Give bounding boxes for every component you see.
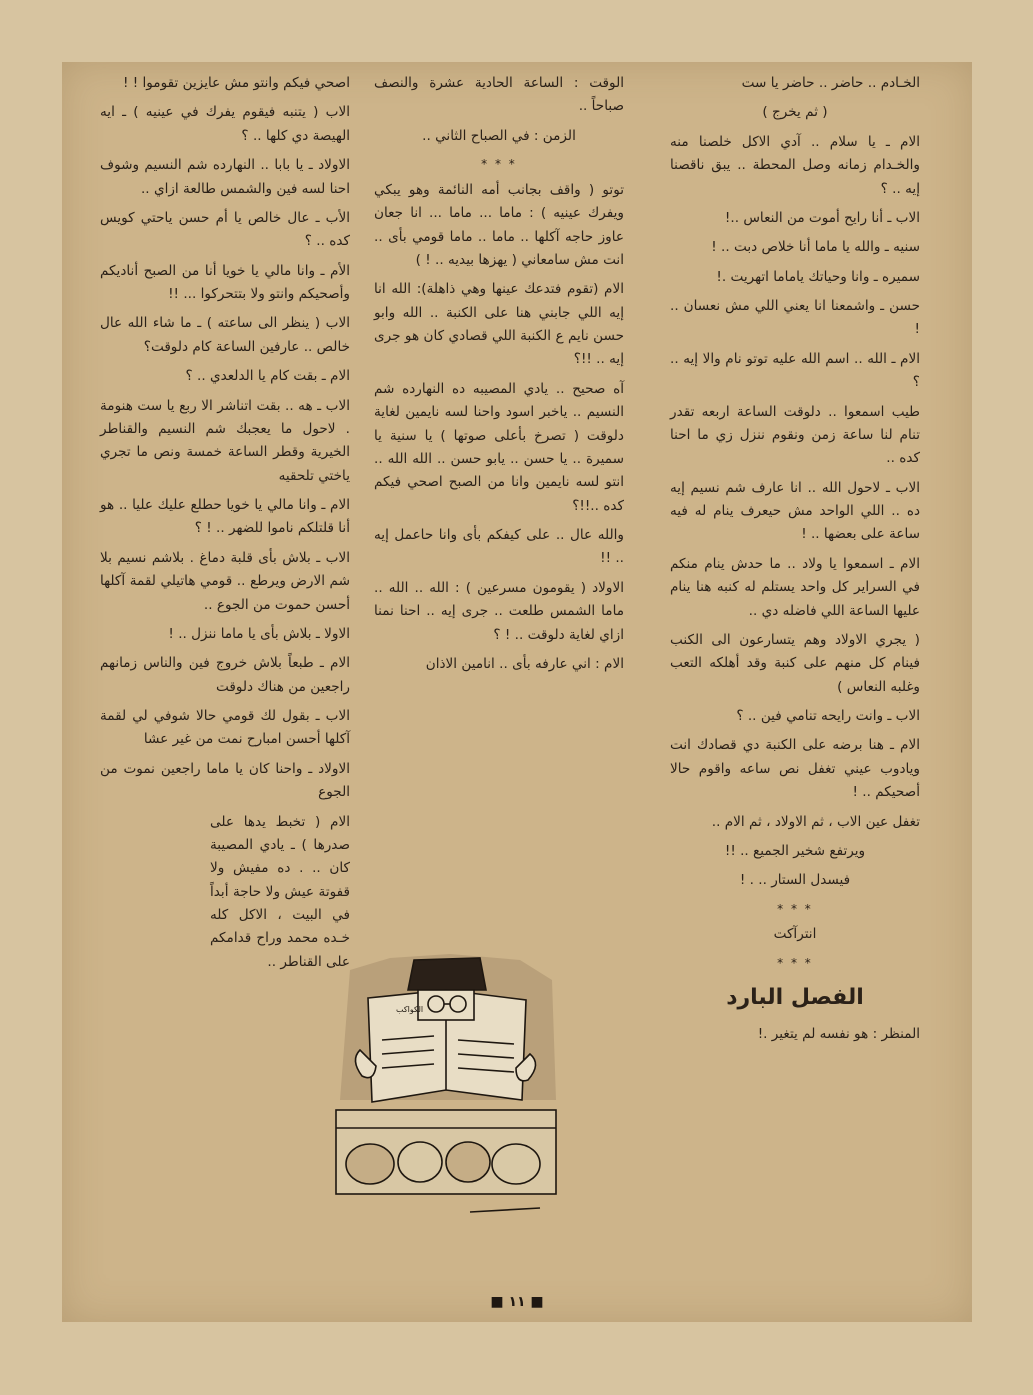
paragraph: الام ـ الله .. اسم الله عليه توتو نام والا إيه .. ؟ <box>670 350 920 391</box>
paragraph: الاب ( ينظر الى ساعته ) ـ ما شاء الله عال خالص .. عارفين الساعة كام دلوقت؟ <box>100 315 350 355</box>
paragraph: الام ( تخبط يدها على صدرها ) ـ يادي المصيبة كان .. . ده مفيش ولا قفوتة عيش ولا حاجة أبداً في البيت ، الاكل كله خـده محمد وراح قدامكم على القناطر .. <box>210 813 350 970</box>
section-divider: * * * <box>481 157 517 172</box>
intermission-label: انترآكت <box>773 926 817 943</box>
paragraph: الاب ـ بقول لك قومي حالا شوفي لي لقمة آكلها أحسن امبارح نمت من غير عشا <box>100 708 350 748</box>
paragraph: الاب ـ بلاش بأى قلبة دماغ . بلاشم نسيم بلا شم الارض ويرطع .. قومي هاتيلي لقمة آكلها أحسن حموت من الجوع .. <box>100 549 350 613</box>
paragraph: الخـادم .. حاضر .. حاضر يا ست <box>741 75 920 91</box>
section-divider: * * * <box>777 901 813 916</box>
paragraph: الام ـ يا سلام .. آدي الاكل خلصنا منه والخـدام زمانه وصل المحطة .. يبق ناقصنا إيه .. ؟ <box>670 133 920 197</box>
act-title: الفصل البارد <box>726 985 864 1011</box>
section-divider: * * * <box>777 955 813 970</box>
paragraph: الزمن : في الصباح الثاني .. <box>422 127 576 144</box>
paragraph: الام : اني عارفه بأى .. انامين الاذان <box>425 655 624 672</box>
paragraph: فيسدل الستار .. . ! <box>739 872 851 889</box>
paragraph: الأب ـ عال خالص يا أم حسن ياحتي كويس كده .. ؟ <box>100 209 350 250</box>
stage-direction: ( ثم يخرج ) <box>762 104 828 121</box>
paragraph: الام (تقوم فتدعك عينها وهي ذاهلة): الله انا إيه اللي جابني هنا على الكنبة .. الله وابو حسن نايم ع الكنبة اللي قصادي كان هو جرى إيه .. !!؟ <box>374 281 624 368</box>
paragraph: توتو ( واقف بجانب أمه النائمة وهو يبكي ويفرك عينيه ) : ماما ... ماما ... انا جعان عاوز حاجه آكلها .. ماما .. ماما قومي بأى .. انت مش سامعاني ( يهزها بيديه .. ! ) <box>374 181 624 268</box>
paragraph: الاب ـ هه .. بقت اتناشر الا ربع يا ست هنومة . لاحول ما يعجبك شم النسيم والقناطر الخيرية وقطر الساعة خمسة ونص ما تجري ياختي تلحقيه <box>100 397 350 484</box>
paragraph: آه صحيح .. يادي المصيبه ده النهارده شم النسيم .. ياخبر اسود واحنا لسه نايمين لغاية دلوقت ( تصرخ بأعلى صوتها ) يا سنية يا سميرة .. يا حسن .. يابو حسن .. الله الله .. انتو لسه نايمين وانا من الصبح اصحي فيكم كده ..!!؟ <box>374 380 624 514</box>
paragraph: ويرتفع شخير الجميع .. !! <box>724 842 866 859</box>
paragraph: الام ـ وانا مالي يا خويا حطلع عليك عليا .. هو أنا قلتلكم ناموا للضهر .. ! ؟ <box>100 497 350 537</box>
paragraph: والله عال .. على كيفكم بأى وانا حاعمل إيه .. !! <box>374 527 624 567</box>
paragraph: الام ـ هنا برضه على الكنبة دي قصادك انت ويادوب عيني تغفل نص ساعه واقوم حالا أصحيكم .. ! <box>670 737 920 801</box>
paragraph: الاولا ـ بلاش بأى يا ماما ننزل .. ! <box>168 625 350 642</box>
stage-direction: ( يجري الاولاد وهم يتسارعون الى الكنب فينام كل منهم على كنبة وقد أهلكه التعب وغلبه النعاس ) <box>670 631 920 695</box>
text-column-right <box>670 72 920 1052</box>
text-column-left <box>100 72 350 980</box>
paragraph: اصحي فيكم وانتو مش عايزين تقوموا ! ! <box>122 75 350 91</box>
text-column-middle <box>374 72 624 682</box>
newspaper-masthead: الكواكب <box>396 1005 424 1014</box>
paragraph: سنيه ـ والله يا ماما أنا خلاص دبت .. ! <box>711 239 920 256</box>
paragraph: طيب اسمعوا .. دلوقت الساعة اربعه تقدر تنام لنا ساعة زمن ونقوم ننزل زي ما احنا كده .. <box>670 403 920 467</box>
magazine-page <box>62 62 972 1322</box>
paragraph: الوقت : الساعة الحادية عشرة والنصف صباحاً .. <box>374 75 624 115</box>
paragraph: الام ـ طبعاً بلاش خروج فين والناس زمانهم راجعين من هناك دلوقت <box>100 655 350 695</box>
newspaper-reader-illustration <box>330 950 562 1220</box>
page-number: ■ ١١ ■ <box>490 1294 544 1310</box>
paragraph: الأم ـ وانا مالي يا خويا أنا من الصبح أناديكم وأصحيكم وانتو ولا بتتحركوا ... !! <box>100 262 350 302</box>
paragraph: تغفل عين الاب ، ثم الاولاد ، ثم الام .. <box>711 813 920 830</box>
paragraph: الاب ( يتنبه فيقوم يفرك في عينيه ) ـ ايه الهيصة دي كلها .. ؟ <box>100 104 350 144</box>
paragraph: الام ـ اسمعوا يا ولاد .. ما حدش ينام منكم في السراير كل واحد يستلم له كنبه هنا ينام عليها الساعة اللي فاضله دي .. <box>670 555 920 619</box>
paragraph: حسن ـ واشمعنا انا يعني اللي مش نعسان .. ! <box>670 298 920 338</box>
paragraph: الاولاد ـ واحنا كان يا ماما راجعين نموت من الجوع <box>100 760 350 801</box>
paragraph: الاب ـ وانت رايحه تنامي فين .. ؟ <box>736 708 920 724</box>
paragraph: الاب ـ أنا رايح أموت من النعاس ..! <box>724 209 920 226</box>
paragraph: الاب ـ لاحول الله .. انا عارف شم نسيم إيه ده .. اللي الواحد مش حيعرف ينام له فيه ساعة على بعضها .. ! <box>670 479 920 543</box>
paragraph: الام ـ بقت كام يا الدلعدي .. ؟ <box>185 368 350 385</box>
paragraph: الاولاد ـ يا بابا .. النهارده شم النسيم وشوف احنا لسه فين والشمس طالعة ازاي .. <box>100 157 350 197</box>
paragraph: الاولاد ( يقومون مسرعين ) : الله .. الله .. ماما الشمس طلعت .. جرى إيه .. احنا نمنا ازاي لغاية دلوقت .. ! ؟ <box>374 579 624 643</box>
scene-setting: المنظر : هو نفسه لم يتغير .! <box>757 1026 920 1043</box>
paragraph: سميره ـ وانا وحياتك ياماما اتهريت .! <box>716 268 920 285</box>
